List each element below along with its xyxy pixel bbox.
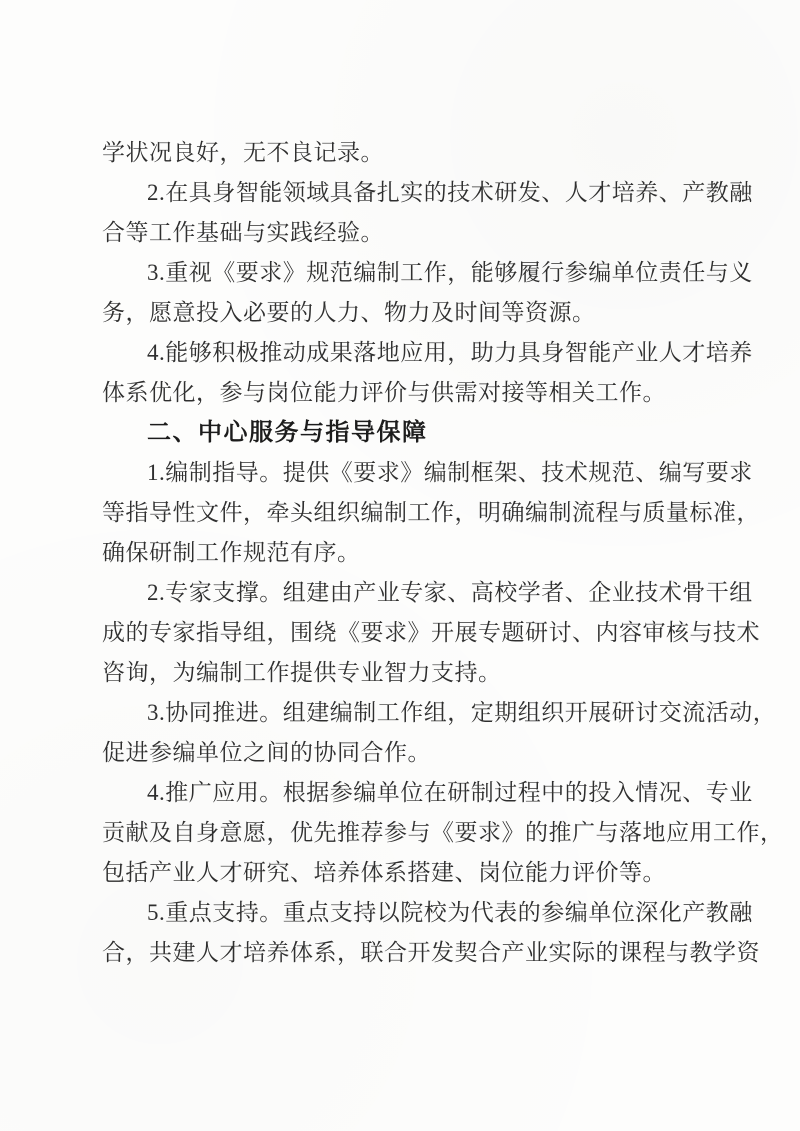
document-text-block bbox=[102, 133, 784, 973]
document-text-line: 成的专家指导组，围绕《要求》开展专题研讨、内容审核与技术 bbox=[102, 620, 760, 645]
document-text-line: 1.编制指导。提供《要求》编制框架、技术规范、编写要求 bbox=[147, 460, 753, 485]
document-text-line: 3.重视《要求》规范编制工作，能够履行参编单位责任与义 bbox=[147, 260, 753, 285]
document-text-line: 2.在具身智能领域具备扎实的技术研发、人才培养、产教融 bbox=[147, 180, 753, 205]
document-text-line: 4.能够积极推动成果落地应用，助力具身智能产业人才培养 bbox=[147, 340, 753, 365]
section-heading: 二、中心服务与指导保障 bbox=[147, 419, 428, 446]
document-text-line: 包括产业人才研究、培养体系搭建、岗位能力评价等。 bbox=[102, 860, 666, 885]
document-text-line: 务，愿意投入必要的人力、物力及时间等资源。 bbox=[102, 300, 596, 325]
document-text-line: 咨询，为编制工作提供专业智力支持。 bbox=[102, 660, 502, 685]
document-text-line: 等指导性文件，牵头组织编制工作，明确编制流程与质量标准， bbox=[102, 500, 760, 525]
document-text-line: 2.专家支撑。组建由产业专家、高校学者、企业技术骨干组 bbox=[147, 580, 753, 605]
document-text-line: 5.重点支持。重点支持以院校为代表的参编单位深化产教融 bbox=[147, 900, 753, 925]
document-text-line: 合等工作基础与实践经验。 bbox=[102, 220, 384, 245]
document-text-line: 4.推广应用。根据参编单位在研制过程中的投入情况、专业 bbox=[147, 780, 753, 805]
document-text-line: 确保研制工作规范有序。 bbox=[102, 540, 361, 565]
document-text-line: 3.协同推进。组建编制工作组，定期组织开展研讨交流活动， bbox=[147, 700, 777, 725]
document-text-line: 学状况良好，无不良记录。 bbox=[102, 140, 384, 165]
document-text-line: 贡献及自身意愿，优先推荐参与《要求》的推广与落地应用工作， bbox=[102, 820, 784, 845]
document-text-line: 促进参编单位之间的协同合作。 bbox=[102, 740, 431, 765]
document-text-line: 体系优化，参与岗位能力评价与供需对接等相关工作。 bbox=[102, 380, 666, 405]
document-text-line: 合，共建人才培养体系，联合开发契合产业实际的课程与教学资 bbox=[102, 940, 760, 965]
